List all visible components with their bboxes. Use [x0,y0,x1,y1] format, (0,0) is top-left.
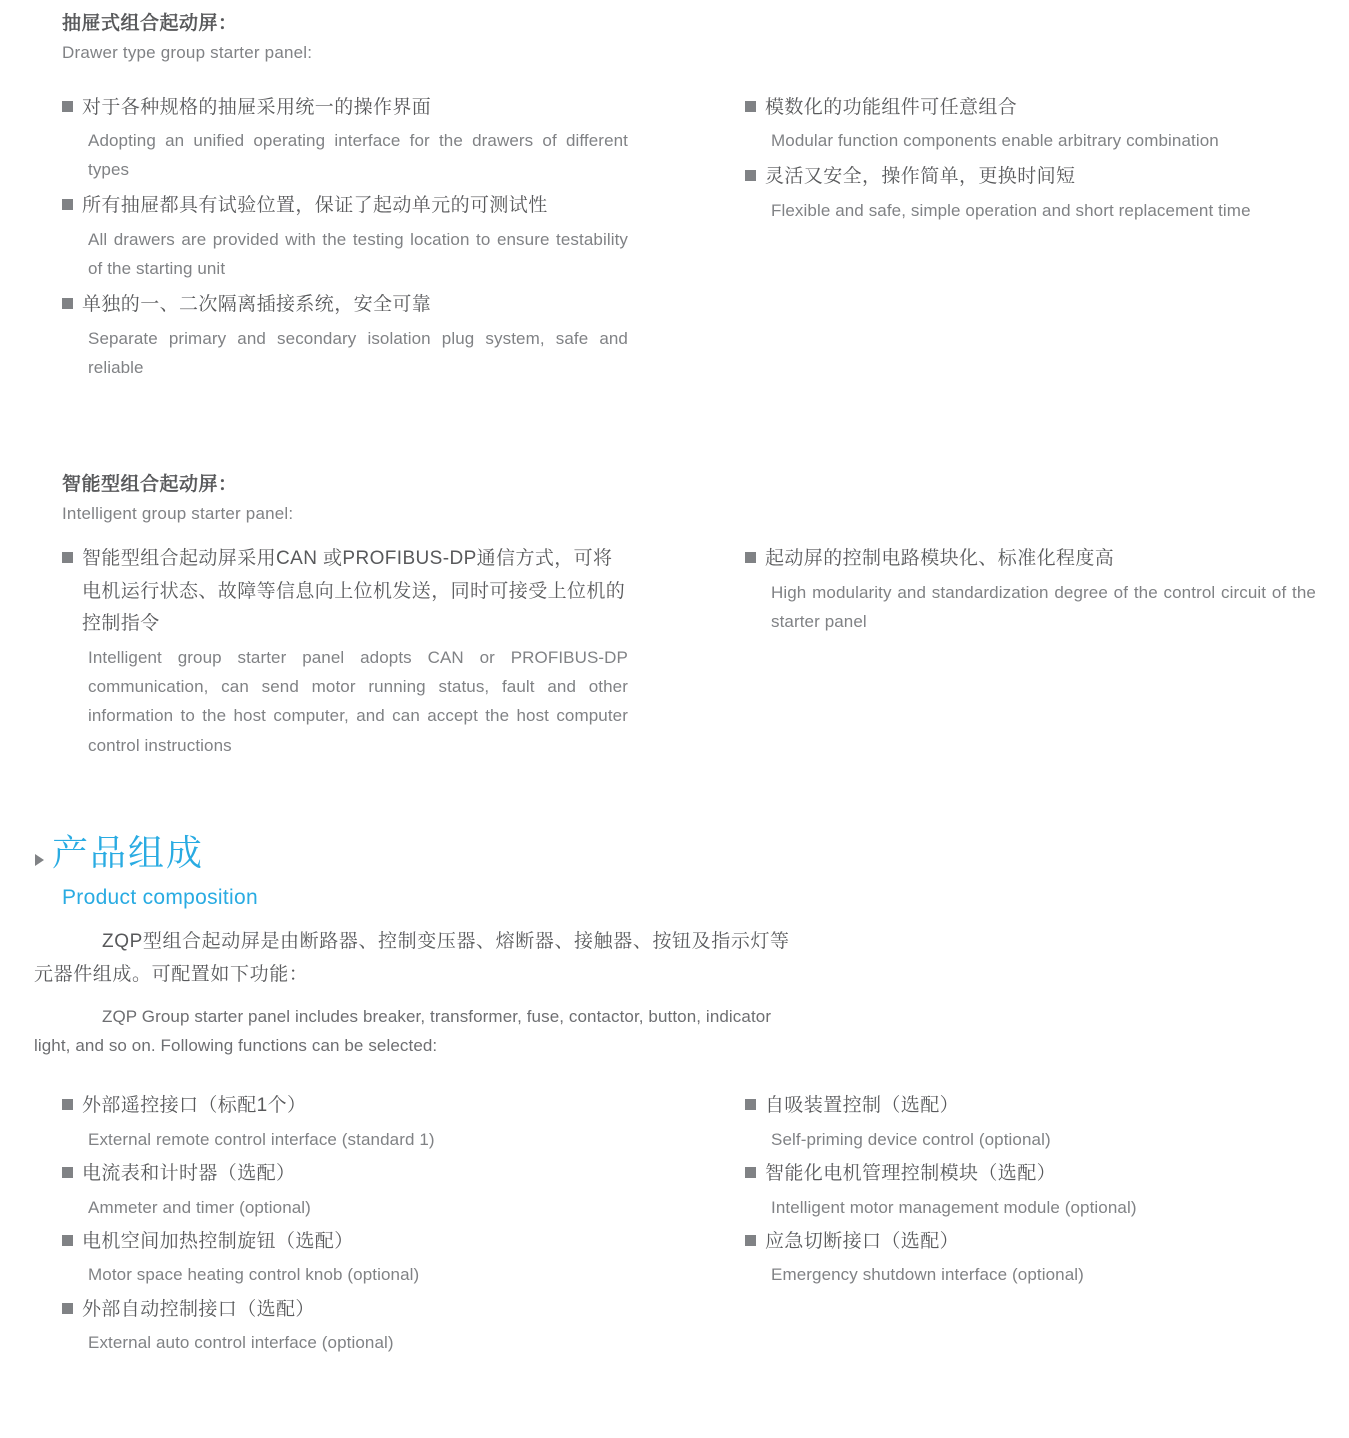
list-item [62,92,640,184]
item-text-cn: 智能化电机管理控制模块（选配） [765,1162,1057,1184]
item-text-cn: 单独的一、二次隔离插接系统，安全可靠 [82,294,432,316]
item-text-cn: 外部遥控接口（标配1个） [82,1095,307,1116]
intelligent-title-en: Intelligent group starter panel: [62,503,294,523]
bullet-square-icon [62,1235,73,1246]
page-subtitle: Product composition [62,886,258,909]
item-text-en: High modularity and standardization degree of the control circuit of the starter panel [771,582,1316,631]
list-item [745,543,1316,636]
product-left-list [62,1090,662,1360]
drawer-title-cn: 抽屉式组合起动屏： [62,13,238,34]
drawer-left-list [62,84,640,384]
bullet-square-icon [745,1099,756,1110]
item-text-en: Adopting an unified operating interface for the drawers of different types [88,130,628,179]
intelligent-section-heading [62,471,662,527]
list-item [62,1294,662,1358]
list-item [62,190,640,283]
bullet-square-icon [745,552,756,563]
list-item [745,1158,1325,1222]
bullet-square-icon [62,1303,73,1314]
bullet-square-icon [62,298,73,309]
list-item [745,1226,1325,1290]
intelligent-right-list [745,543,1316,638]
item-text-cn: 所有抽屉都具有试验位置，保证了起动单元的可测试性 [82,195,548,217]
intelligent-left-list [62,543,640,762]
list-item [62,1158,662,1222]
item-text-en: Modular function components enable arbitrary combination [771,130,1219,150]
product-intro-paragraph [34,925,962,1061]
intelligent-title-cn: 智能型组合起动屏： [62,474,238,495]
product-composition-heading [35,830,204,875]
list-item [745,92,1305,155]
bullet-square-icon [745,1235,756,1246]
intro-en-line1: ZQP Group starter panel includes breaker, transformer, fuse, contactor, button, indicator [102,1006,772,1026]
bullet-square-icon [62,552,73,563]
product-right-list [745,1090,1325,1292]
item-text-cn: 外部自动控制接口（选配） [82,1298,315,1320]
drawer-right-list [745,84,1305,227]
triangle-right-icon [35,854,44,866]
list-item [62,289,640,382]
list-item [62,1226,662,1290]
intro-cn-line1: ZQP型组合起动屏是由断路器、控制变压器、熔断器、接触器、按钮及指示灯等 [102,931,790,952]
item-text-en: Flexible and safe, simple operation and short replacement time [771,200,1251,220]
item-text-en: Intelligent group starter panel adopts CAN or PROFIBUS-DP communication, can send motor running status, fault and other information to the host computer, and can accept the host computer control instructions [88,648,628,755]
item-text-cn: 智能型组合起动屏采用CAN 或PROFIBUS-DP通信方式，可将电机运行状态、故障等信息向上位机发送，同时可接受上位机的控制指令 [82,548,626,635]
bullet-square-icon [745,170,756,181]
item-text-en: Separate primary and secondary isolation plug system, safe and reliable [88,328,628,378]
list-item [62,1090,662,1154]
list-item [62,543,640,760]
bullet-square-icon [62,101,73,112]
bullet-square-icon [745,1167,756,1178]
item-text-cn: 灵活又安全，操作简单，更换时间短 [765,165,1076,187]
item-text-en: Intelligent motor management module (optional) [771,1197,1137,1217]
item-text-cn: 模数化的功能组件可任意组合 [765,97,1018,118]
item-text-en: All drawers are provided with the testing location to ensure testability of the starting unit [88,229,628,279]
item-text-cn: 电流表和计时器（选配） [82,1162,296,1184]
drawer-title-en: Drawer type group starter panel: [62,42,313,62]
item-text-cn: 应急切断接口（选配） [765,1230,960,1252]
item-text-en: External remote control interface (standard 1) [88,1129,435,1149]
item-text-en: Motor space heating control knob (optional) [88,1265,420,1285]
item-text-en: Emergency shutdown interface (optional) [771,1265,1084,1285]
bullet-square-icon [62,1167,73,1178]
intro-cn-line2: 元器件组成。可配置如下功能： [34,964,309,986]
page-title: 产品组成 [52,832,205,873]
intro-en-line2: light, and so on. Following functions can be selected: [34,1036,438,1056]
item-text-cn: 对于各种规格的抽屉采用统一的操作界面 [82,97,432,118]
item-text-cn: 电机空间加热控制旋钮（选配） [82,1230,354,1252]
list-item [745,161,1305,225]
bullet-square-icon [62,1099,73,1110]
item-text-en: Ammeter and timer (optional) [88,1197,311,1217]
item-text-en: External auto control interface (optional) [88,1333,394,1353]
drawer-section-heading [62,10,662,66]
item-text-cn: 起动屏的控制电路模块化、标准化程度高 [765,548,1115,569]
item-text-cn: 自吸装置控制（选配） [765,1095,960,1116]
list-item [745,1090,1325,1154]
item-text-en: Self-priming device control (optional) [771,1129,1051,1149]
bullet-square-icon [745,101,756,112]
